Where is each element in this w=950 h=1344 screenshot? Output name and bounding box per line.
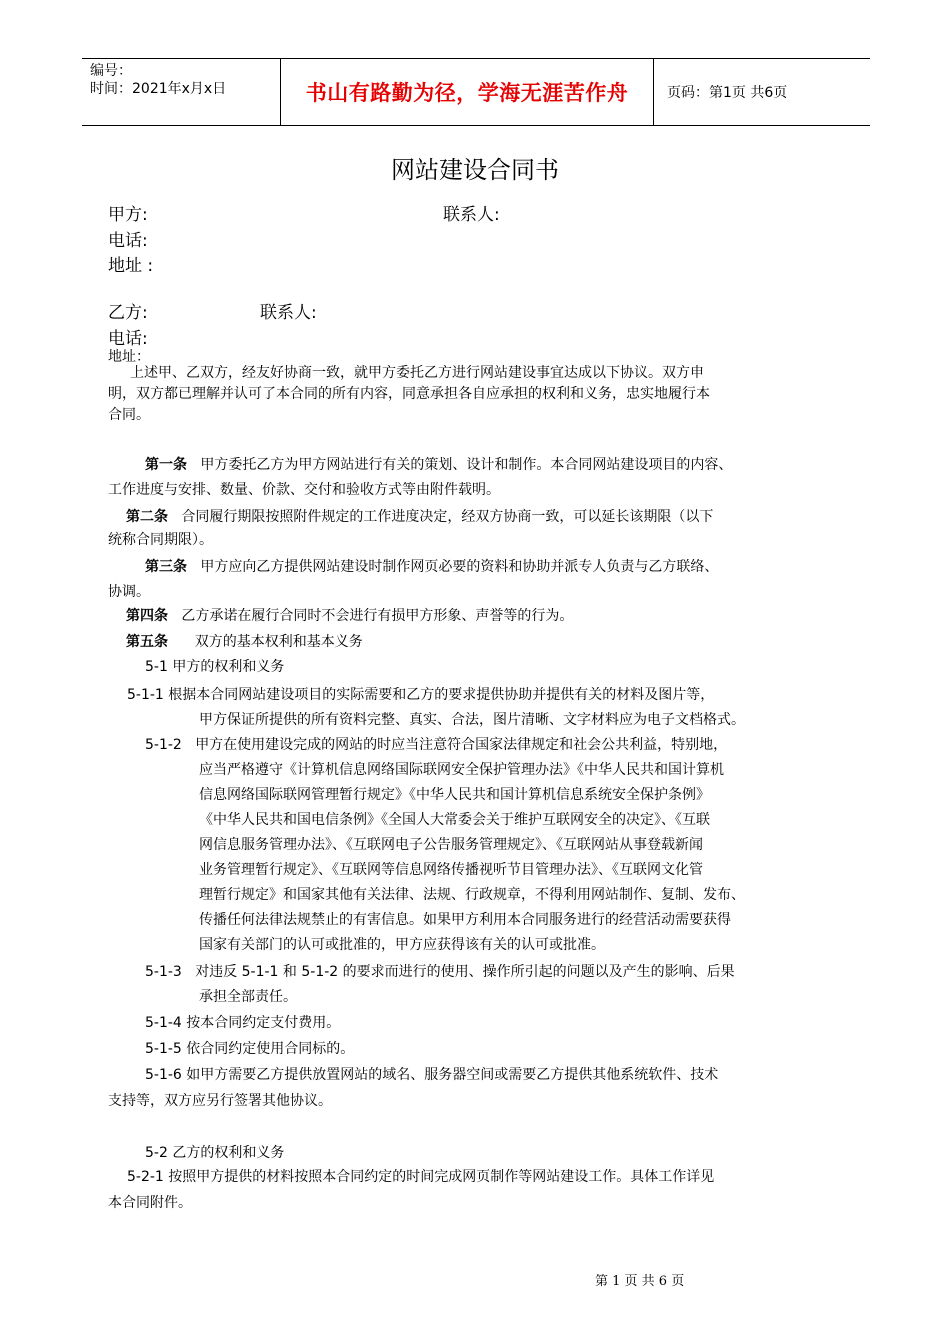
clause-ref: 5-1-1 [241,964,279,980]
clause-5-1-2-cont: 国家有关部门的认可或批准的，甲方应获得该有关的认可或批准。 [199,937,605,953]
article-label: 第四条 [126,608,168,624]
clause-text: 的要求而进行的使用、操作所引起的问题以及产生的影响、后果 [342,964,735,980]
clause-text: 乙方的权利和义务 [172,1145,285,1161]
clause-text: 按照甲方提供的材料按照本合同约定的时间完成网页制作等网站建设工作。具体工作详见 [168,1169,715,1185]
clause-number: 5-2 [145,1145,168,1161]
article-text: 双方的基本权利和基本义务 [194,634,363,650]
clause-5-1-3-cont: 承担全部责任。 [199,989,297,1005]
header-page-code: 页码：第1页 共6页 [667,85,788,101]
article-4 [126,606,573,627]
clause-5-1-2-cont: 网信息服务管理办法》、《互联网电子公告服务管理规定》、《互联网站从事登载新闻 [199,837,703,853]
clause-text: 对违反 [195,964,238,980]
party-b-contact-label: 联系人: [260,303,317,323]
article-1-cont: 工作进度与安排、数量、价款、交付和验收方式等由附件载明。 [108,482,500,498]
clause-text: 甲方在使用建设完成的网站的时应当注意符合国家法律规定和社会公共利益，特别地， [195,737,728,753]
header-motto: 书山有路勤为径，学海无涯苦作舟 [280,59,654,125]
clause-5-1-3 [145,962,735,983]
clause-number: 5-1-4 [145,1015,182,1031]
clause-5-1-5 [145,1039,354,1060]
article-label: 第一条 [145,457,187,473]
article-2-cont: 统称合同期限）。 [108,532,213,548]
doc-time-label: 时间：2021年x月x日 [90,81,227,97]
article-label: 第五条 [126,634,168,650]
clause-5-1-4 [145,1013,340,1034]
article-text: 甲方应向乙方提供网站建设时制作网页必要的资料和协助并派专人负责与乙方联络、 [200,559,719,575]
clause-5-1-2-cont: 《中华人民共和国电信条例》《全国人大常委会关于维护互联网安全的决定》、《互联 [199,812,710,828]
article-3-cont: 协调。 [108,584,150,600]
party-b-phone-label: 电话: [108,329,148,349]
article-1 [145,455,732,476]
page-header [82,58,870,126]
article-3 [145,557,718,578]
clause-5-1-2-cont: 传播任何法律法规禁止的有害信息。如果甲方利用本合同服务进行的经营活动需要获得 [199,912,731,928]
clause-number: 5-1 [145,659,168,675]
clause-5-1-2-cont: 信息网络国际联网管理暂行规定》《中华人民共和国计算机信息系统安全保护条例》 [199,787,710,803]
clause-5-2-1 [127,1167,714,1188]
clause-number: 5-2-1 [127,1169,164,1185]
party-a-label: 甲方: [108,205,148,225]
clause-text: 甲方的权利和义务 [172,659,285,675]
article-text: 合同履行期限按照附件规定的工作进度决定，经双方协商一致，可以延长该期限（以下 [181,509,714,525]
clause-text: 根据本合同网站建设项目的实际需要和乙方的要求提供协助并提供有关的材料及图片等， [168,687,715,703]
article-5 [126,632,363,653]
clause-5-1-1 [127,685,714,706]
clause-number: 5-1-3 [145,964,182,980]
article-text: 乙方承诺在履行合同时不会进行有损甲方形象、声誉等的行为。 [181,608,574,624]
article-2 [126,507,713,528]
document-title: 网站建设合同书 [391,156,559,184]
party-b-label: 乙方: [108,303,148,323]
clause-5-1-2 [145,735,727,756]
clause-5-2-1-cont: 本合同附件。 [108,1195,192,1211]
clause-5-1-2-cont: 应当严格遵守《计算机信息网络国际联网安全保护管理办法》《中华人民共和国计算机 [199,762,724,778]
clause-5-1-2-cont: 业务管理暂行规定》、《互联网等信息网络传播视听节目管理办法》、《互联网文化管 [199,862,703,878]
party-a-phone-label: 电话: [108,231,148,251]
clause-5-1-2-cont: 理暂行规定》和国家其他有关法律、法规、行政规章，不得利用网站制作、复制、发布、 [199,887,745,903]
clause-text: 和 [282,964,297,980]
clause-number: 5-1-6 [145,1067,182,1083]
clause-number: 5-1-2 [145,737,182,753]
clause-text: 按本合同约定支付费用。 [186,1015,341,1031]
clause-5-1-6-cont: 支持等，双方应另行签署其他协议。 [108,1093,332,1109]
article-label: 第三条 [145,559,187,575]
article-text: 甲方委托乙方为甲方网站进行有关的策划、设计和制作。本合同网站建设项目的内容、 [200,457,733,473]
party-a-contact-label: 联系人: [443,205,500,225]
clause-text: 如甲方需要乙方提供放置网站的域名、服务器空间或需要乙方提供其他系统软件、技术 [186,1067,719,1083]
intro-line: 明，双方都已理解并认可了本合同的所有内容，同意承担各自应承担的权利和义务，忠实地履行本 [108,386,710,402]
section-5-2 [145,1143,284,1164]
doc-number-label: 编号： [90,63,132,79]
clause-text: 依合同约定使用合同标的。 [186,1041,355,1057]
clause-5-1-1-cont: 甲方保证所提供的所有资料完整、真实、合法，图片清晰、文字材料应为电子文档格式。 [199,712,745,728]
clause-5-1-6 [145,1065,718,1086]
intro-line: 上述甲、乙双方，经友好协商一致，就甲方委托乙方进行网站建设事宜达成以下协议。双方申 [130,365,704,381]
header-info-cell [82,59,280,125]
page-footer: 第 1 页 共 6 页 [595,1274,685,1289]
clause-number: 5-1-1 [127,687,164,703]
section-5-1 [145,657,284,678]
party-a-address-label: 地址 : [108,256,154,276]
article-label: 第二条 [126,509,168,525]
party-b-address-label: 地址： [108,349,150,365]
clause-number: 5-1-5 [145,1041,182,1057]
intro-line: 合同。 [108,407,150,423]
clause-ref: 5-1-2 [301,964,339,980]
